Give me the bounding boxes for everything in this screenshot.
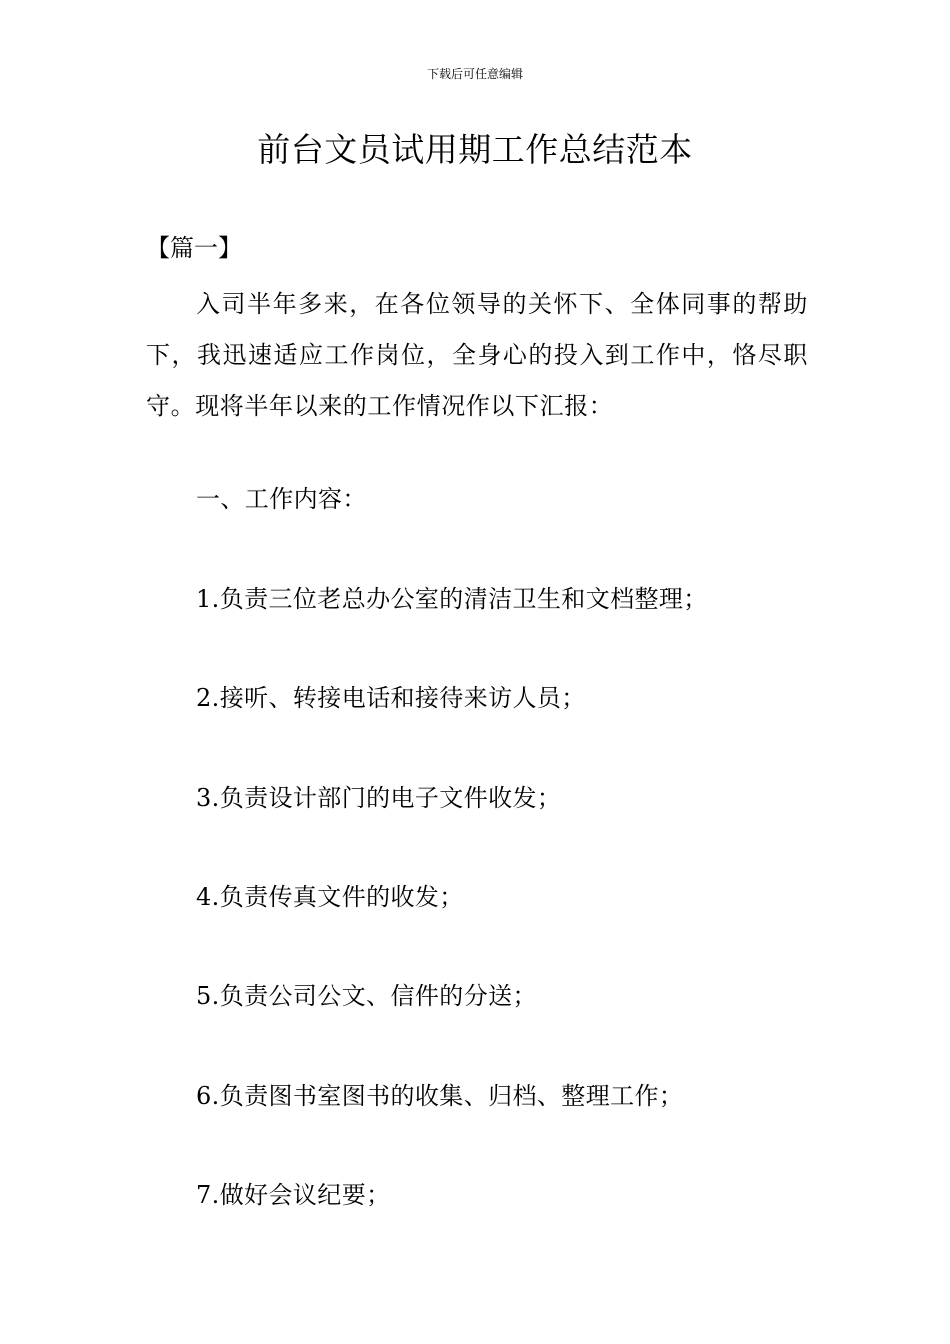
header-note: 下载后可任意编辑 [426,67,523,81]
list-item: 7.做好会议纪要； [196,1181,391,1209]
page-title: 前台文员试用期工作总结范本 [257,130,693,169]
list-item: 2.接听、转接电话和接待来访人员； [196,684,586,712]
intro-paragraph: 入司半年多来，在各位领导的关怀下、全体同事的帮助下，我迅速适应工作岗位，全身心的投入到工作中，恪尽职守。现将半年以来的工作情况作以下汇报： [146,290,808,420]
section-heading: 一、工作内容： [196,485,367,513]
list-item: 6.负责图书室图书的收集、归档、整理工作； [196,1082,684,1110]
section-label: 【篇一】 [146,234,242,262]
list-item: 5.负责公司公文、信件的分送； [196,982,537,1010]
list-item: 3.负责设计部门的电子文件收发； [196,784,562,812]
list-item: 4.负责传真文件的收发； [196,883,464,911]
list-item: 1.负责三位老总办公室的清洁卫生和文档整理； [196,585,708,613]
